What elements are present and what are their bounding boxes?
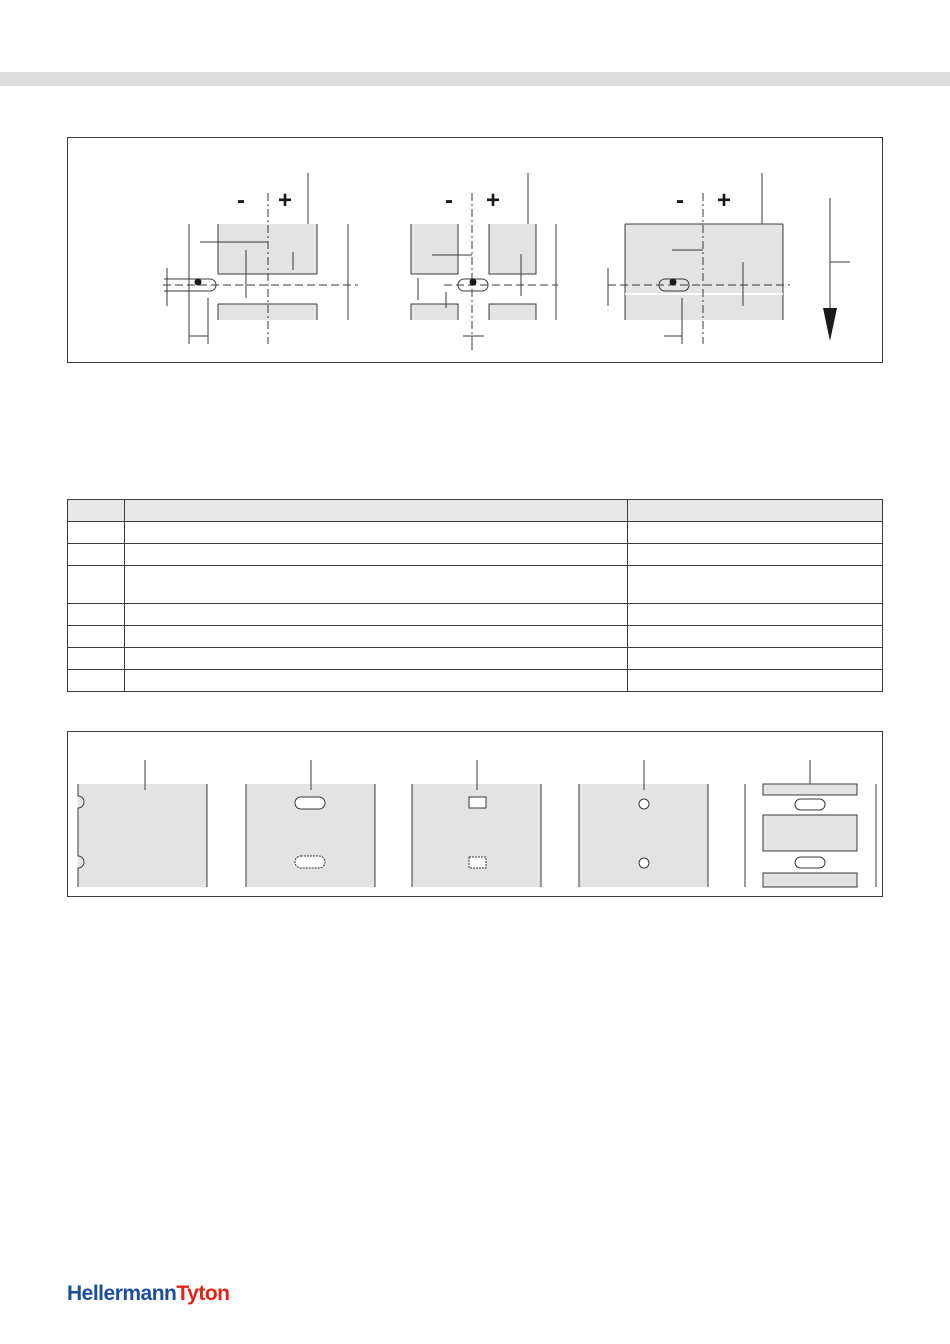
sensor-position-drawing <box>68 138 884 364</box>
table-cell <box>125 648 628 670</box>
rectangle-mark-label-strip <box>412 760 541 887</box>
table-row <box>68 566 883 604</box>
label-variants-diagram <box>67 731 883 897</box>
table-cell <box>68 522 125 544</box>
table-cell <box>125 522 628 544</box>
round-hole-label-strip <box>579 760 708 887</box>
logo-text-tyton: Tyton <box>176 1282 230 1305</box>
table-cell <box>68 670 125 692</box>
table-row <box>68 648 883 670</box>
panel-2-minus-sign: - <box>445 187 453 214</box>
sensor-position-diagram <box>67 137 883 363</box>
panel-1-minus-sign: - <box>237 187 245 214</box>
table-cell <box>628 544 883 566</box>
table-cell <box>628 670 883 692</box>
panel-1-plus-sign: + <box>278 187 293 214</box>
table-row <box>68 626 883 648</box>
notch-label-strip <box>78 760 207 887</box>
table-row <box>68 522 883 544</box>
table-cell <box>68 566 125 604</box>
table-cell <box>125 626 628 648</box>
table-cell <box>68 648 125 670</box>
label-variants-drawing <box>68 732 884 898</box>
table-cell <box>68 604 125 626</box>
specification-table <box>67 499 883 692</box>
panel-3-minus-sign: - <box>676 187 684 214</box>
table-header-cell <box>125 500 628 522</box>
table-cell <box>125 670 628 692</box>
table-cell <box>68 626 125 648</box>
gap-label-strip <box>745 760 876 887</box>
table-header-cell <box>628 500 883 522</box>
panel-2-plus-sign: + <box>486 187 501 214</box>
table-cell <box>125 544 628 566</box>
table-header-cell <box>68 500 125 522</box>
logo-text-hellermann: Hellermann <box>67 1282 177 1305</box>
table-row <box>68 670 883 692</box>
table-row <box>68 544 883 566</box>
table-header-row <box>68 500 883 522</box>
panel-3-plus-sign: + <box>717 187 732 214</box>
table-cell <box>628 522 883 544</box>
table-cell <box>628 626 883 648</box>
table-cell <box>628 566 883 604</box>
table-cell <box>628 604 883 626</box>
feed-direction-arrow <box>823 308 837 341</box>
hellermanntyton-logo <box>67 1282 229 1306</box>
slot-label-strip <box>246 760 375 887</box>
table-cell <box>628 648 883 670</box>
header-band <box>0 72 950 86</box>
table-cell <box>125 566 628 604</box>
table-cell <box>68 544 125 566</box>
table-row <box>68 604 883 626</box>
table-cell <box>125 604 628 626</box>
